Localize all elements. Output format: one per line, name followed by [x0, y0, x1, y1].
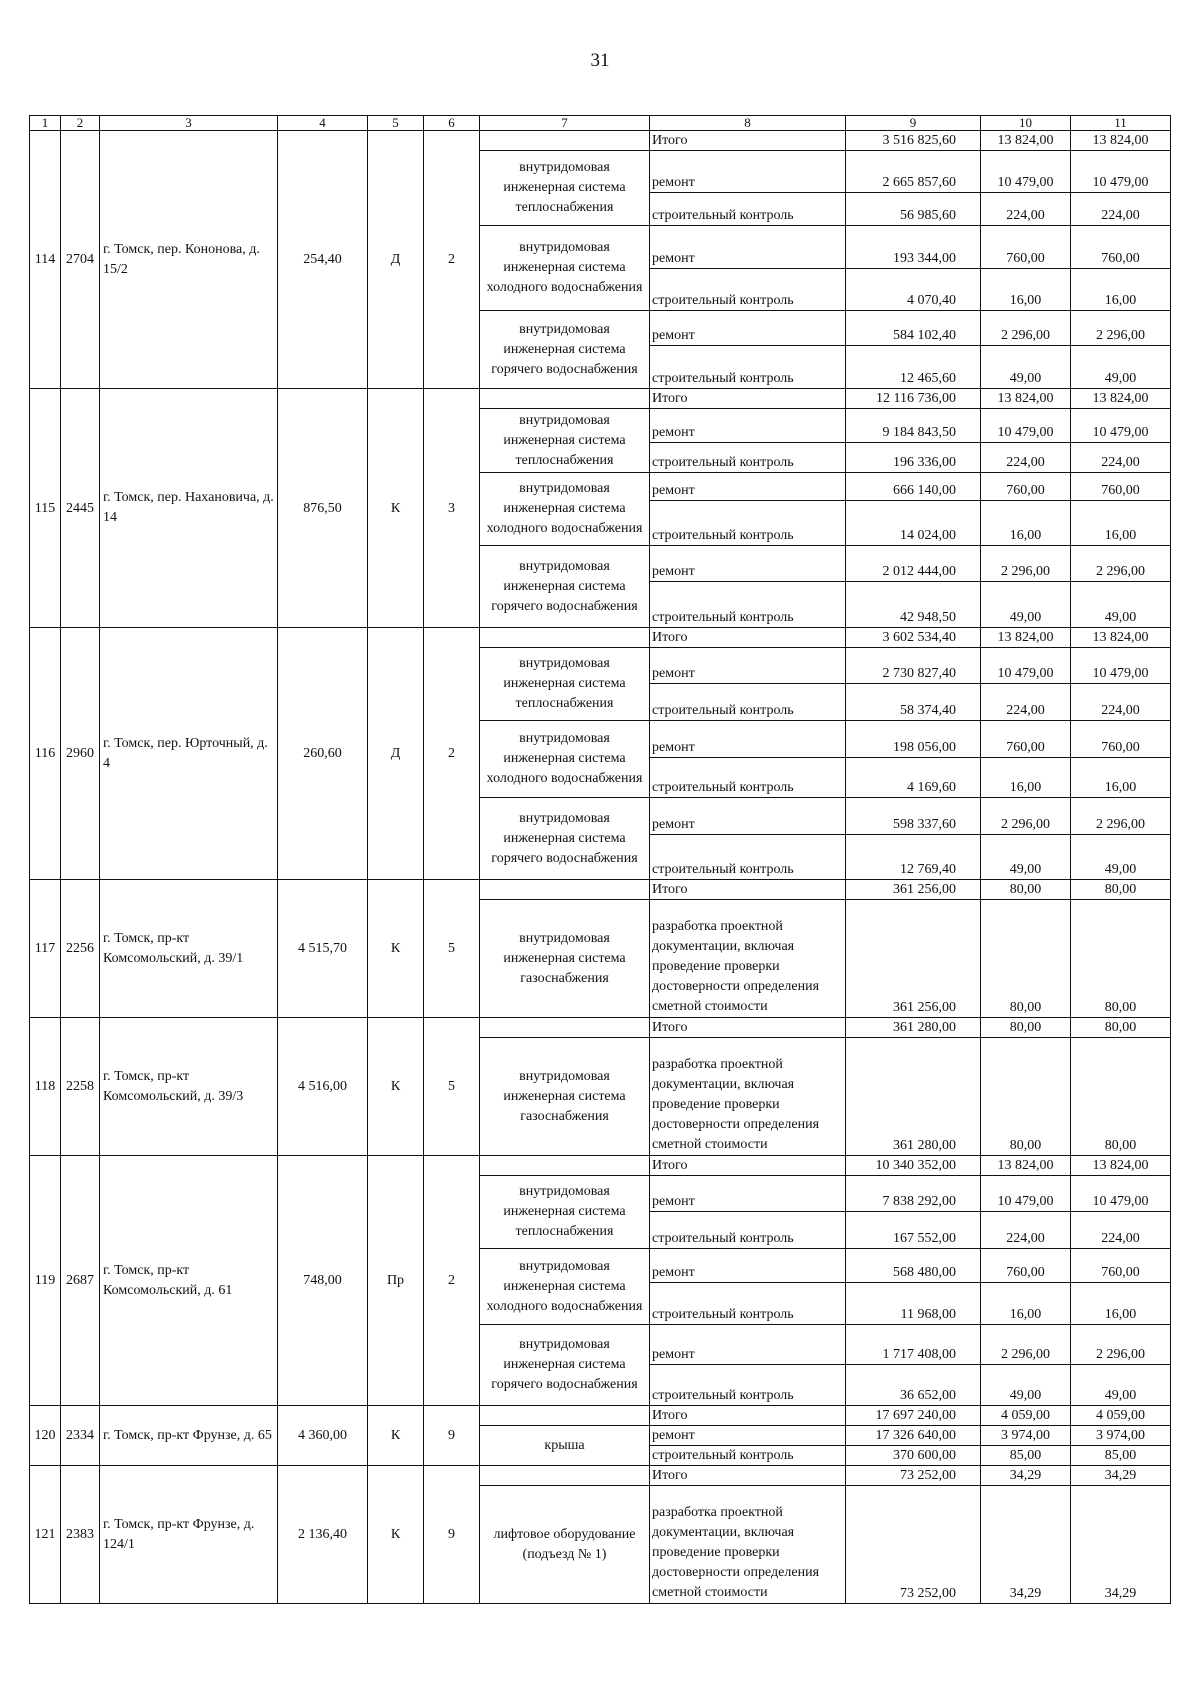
max-unit-cost: 34,29	[1071, 1486, 1171, 1604]
max-unit-cost: 80,00	[1071, 900, 1171, 1018]
building-area: 4 516,00	[278, 1018, 368, 1156]
repair-register-table	[29, 115, 1171, 1604]
unit-cost: 760,00	[981, 473, 1071, 501]
building-type: К	[368, 880, 424, 1018]
max-unit-cost: 760,00	[1071, 1249, 1171, 1283]
work-type: ремонт	[650, 311, 846, 346]
system-name: лифтовое оборудование (подъезд № 1)	[480, 1486, 650, 1604]
total-cost: 14 024,00	[846, 501, 981, 546]
work-type: строительный контроль	[650, 269, 846, 311]
system-name: внутридомовая инженерная система горячего водоснабжения	[480, 311, 650, 389]
max-unit-cost: 16,00	[1071, 501, 1171, 546]
max-unit-cost: 13 824,00	[1071, 1156, 1171, 1176]
unit-cost: 4 059,00	[981, 1406, 1071, 1426]
total-cost: 361 256,00	[846, 880, 981, 900]
max-unit-cost: 80,00	[1071, 1018, 1171, 1038]
building-address: г. Томск, пр-кт Фрунзе, д. 124/1	[100, 1466, 278, 1604]
building-code: 2960	[61, 628, 100, 880]
total-cost: 12 116 736,00	[846, 389, 981, 409]
work-type: строительный контроль	[650, 582, 846, 628]
unit-cost: 34,29	[981, 1486, 1071, 1604]
record-number: 119	[30, 1156, 61, 1406]
record-row	[30, 1466, 1171, 1486]
unit-cost: 13 824,00	[981, 628, 1071, 648]
system-cell	[480, 1018, 650, 1038]
record-row	[30, 1018, 1171, 1038]
record-row	[30, 131, 1171, 151]
work-type: ремонт	[650, 798, 846, 835]
building-area: 4 360,00	[278, 1406, 368, 1466]
unit-cost: 80,00	[981, 900, 1071, 1018]
max-unit-cost: 10 479,00	[1071, 1176, 1171, 1212]
unit-cost: 80,00	[981, 1038, 1071, 1156]
max-unit-cost: 224,00	[1071, 1212, 1171, 1249]
work-type: ремонт	[650, 1249, 846, 1283]
max-unit-cost: 224,00	[1071, 684, 1171, 721]
unit-cost: 16,00	[981, 1283, 1071, 1325]
unit-cost: 10 479,00	[981, 648, 1071, 684]
total-cost: 7 838 292,00	[846, 1176, 981, 1212]
total-cost: 58 374,40	[846, 684, 981, 721]
unit-cost: 49,00	[981, 582, 1071, 628]
unit-cost: 13 824,00	[981, 389, 1071, 409]
building-area: 254,40	[278, 131, 368, 389]
system-name: внутридомовая инженерная система теплоснабжения	[480, 151, 650, 226]
unit-cost: 10 479,00	[981, 1176, 1071, 1212]
floor-count: 2	[424, 131, 480, 389]
page-number: 31	[590, 50, 610, 71]
work-type: Итого	[650, 1466, 846, 1486]
system-cell	[480, 1406, 650, 1426]
unit-cost: 10 479,00	[981, 409, 1071, 443]
max-unit-cost: 4 059,00	[1071, 1406, 1171, 1426]
total-cost: 10 340 352,00	[846, 1156, 981, 1176]
total-cost: 584 102,40	[846, 311, 981, 346]
building-area: 4 515,70	[278, 880, 368, 1018]
unit-cost: 10 479,00	[981, 151, 1071, 193]
system-name: внутридомовая инженерная система холодного водоснабжения	[480, 226, 650, 311]
total-cost: 17 326 640,00	[846, 1426, 981, 1446]
max-unit-cost: 49,00	[1071, 835, 1171, 880]
total-cost: 42 948,50	[846, 582, 981, 628]
record-number: 115	[30, 389, 61, 628]
building-address: г. Томск, пер. Нахановича, д. 14	[100, 389, 278, 628]
system-name: внутридомовая инженерная система холодного водоснабжения	[480, 721, 650, 798]
max-unit-cost: 13 824,00	[1071, 131, 1171, 151]
work-type: строительный контроль	[650, 1365, 846, 1406]
max-unit-cost: 760,00	[1071, 473, 1171, 501]
record-number: 116	[30, 628, 61, 880]
header-cell: 11	[1071, 116, 1171, 131]
work-type: Итого	[650, 880, 846, 900]
unit-cost: 49,00	[981, 346, 1071, 389]
unit-cost: 16,00	[981, 501, 1071, 546]
unit-cost: 80,00	[981, 1018, 1071, 1038]
work-type: ремонт	[650, 473, 846, 501]
building-type: К	[368, 389, 424, 628]
total-cost: 568 480,00	[846, 1249, 981, 1283]
building-code: 2445	[61, 389, 100, 628]
total-cost: 196 336,00	[846, 443, 981, 473]
total-cost: 3 602 534,40	[846, 628, 981, 648]
column-number-row	[30, 116, 1171, 131]
work-type: строительный контроль	[650, 346, 846, 389]
max-unit-cost: 13 824,00	[1071, 389, 1171, 409]
max-unit-cost: 13 824,00	[1071, 628, 1171, 648]
max-unit-cost: 2 296,00	[1071, 1325, 1171, 1365]
work-type: ремонт	[650, 151, 846, 193]
system-name: крыша	[480, 1426, 650, 1466]
work-type: Итого	[650, 1406, 846, 1426]
work-type: строительный контроль	[650, 684, 846, 721]
building-area: 876,50	[278, 389, 368, 628]
header-cell: 10	[981, 116, 1071, 131]
total-cost: 12 769,40	[846, 835, 981, 880]
unit-cost: 49,00	[981, 835, 1071, 880]
header-cell: 9	[846, 116, 981, 131]
system-name: внутридомовая инженерная система горячего водоснабжения	[480, 1325, 650, 1406]
max-unit-cost: 16,00	[1071, 1283, 1171, 1325]
work-type: ремонт	[650, 409, 846, 443]
unit-cost: 760,00	[981, 721, 1071, 758]
work-type: строительный контроль	[650, 758, 846, 798]
total-cost: 2 665 857,60	[846, 151, 981, 193]
record-number: 120	[30, 1406, 61, 1466]
system-name: внутридомовая инженерная система газоснабжения	[480, 1038, 650, 1156]
system-cell	[480, 131, 650, 151]
floor-count: 9	[424, 1466, 480, 1604]
work-type: строительный контроль	[650, 1212, 846, 1249]
unit-cost: 224,00	[981, 1212, 1071, 1249]
max-unit-cost: 49,00	[1071, 1365, 1171, 1406]
max-unit-cost: 224,00	[1071, 193, 1171, 226]
record-number: 117	[30, 880, 61, 1018]
record-row	[30, 1406, 1171, 1426]
max-unit-cost: 16,00	[1071, 269, 1171, 311]
max-unit-cost: 85,00	[1071, 1446, 1171, 1466]
work-type: ремонт	[650, 226, 846, 269]
total-cost: 361 280,00	[846, 1018, 981, 1038]
unit-cost: 49,00	[981, 1365, 1071, 1406]
max-unit-cost: 3 974,00	[1071, 1426, 1171, 1446]
unit-cost: 224,00	[981, 684, 1071, 721]
total-cost: 36 652,00	[846, 1365, 981, 1406]
system-name: внутридомовая инженерная система теплоснабжения	[480, 648, 650, 721]
building-address: г. Томск, пр-кт Комсомольский, д. 39/1	[100, 880, 278, 1018]
work-type: ремонт	[650, 648, 846, 684]
floor-count: 2	[424, 628, 480, 880]
max-unit-cost: 49,00	[1071, 582, 1171, 628]
total-cost: 2 012 444,00	[846, 546, 981, 582]
record-number: 118	[30, 1018, 61, 1156]
record-row	[30, 389, 1171, 409]
work-type: разработка проектной документации, включая проведение проверки достоверности определения сметной стоимости	[650, 900, 846, 1018]
max-unit-cost: 760,00	[1071, 226, 1171, 269]
total-cost: 2 730 827,40	[846, 648, 981, 684]
total-cost: 361 256,00	[846, 900, 981, 1018]
work-type: разработка проектной документации, включая проведение проверки достоверности определения сметной стоимости	[650, 1486, 846, 1604]
total-cost: 361 280,00	[846, 1038, 981, 1156]
work-type: ремонт	[650, 1176, 846, 1212]
total-cost: 370 600,00	[846, 1446, 981, 1466]
max-unit-cost: 760,00	[1071, 721, 1171, 758]
record-row	[30, 1156, 1171, 1176]
max-unit-cost: 2 296,00	[1071, 311, 1171, 346]
floor-count: 5	[424, 880, 480, 1018]
building-code: 2334	[61, 1406, 100, 1466]
unit-cost: 13 824,00	[981, 131, 1071, 151]
work-type: Итого	[650, 389, 846, 409]
building-area: 260,60	[278, 628, 368, 880]
building-address: г. Томск, пр-кт Комсомольский, д. 61	[100, 1156, 278, 1406]
building-area: 748,00	[278, 1156, 368, 1406]
floor-count: 3	[424, 389, 480, 628]
building-type: Пр	[368, 1156, 424, 1406]
max-unit-cost: 224,00	[1071, 443, 1171, 473]
unit-cost: 34,29	[981, 1466, 1071, 1486]
building-address: г. Томск, пр-кт Фрунзе, д. 65	[100, 1406, 278, 1466]
total-cost: 666 140,00	[846, 473, 981, 501]
system-cell	[480, 389, 650, 409]
system-name: внутридомовая инженерная система холодного водоснабжения	[480, 473, 650, 546]
building-code: 2704	[61, 131, 100, 389]
building-type: К	[368, 1406, 424, 1466]
unit-cost: 760,00	[981, 1249, 1071, 1283]
total-cost: 4 070,40	[846, 269, 981, 311]
building-code: 2258	[61, 1018, 100, 1156]
unit-cost: 224,00	[981, 193, 1071, 226]
work-type: строительный контроль	[650, 193, 846, 226]
work-type: Итого	[650, 131, 846, 151]
total-cost: 1 717 408,00	[846, 1325, 981, 1365]
building-type: Д	[368, 131, 424, 389]
unit-cost: 85,00	[981, 1446, 1071, 1466]
building-address: г. Томск, пр-кт Комсомольский, д. 39/3	[100, 1018, 278, 1156]
header-cell: 4	[278, 116, 368, 131]
system-name: внутридомовая инженерная система горячего водоснабжения	[480, 546, 650, 628]
total-cost: 73 252,00	[846, 1466, 981, 1486]
work-type: строительный контроль	[650, 501, 846, 546]
total-cost: 598 337,60	[846, 798, 981, 835]
total-cost: 56 985,60	[846, 193, 981, 226]
work-type: Итого	[650, 1018, 846, 1038]
total-cost: 198 056,00	[846, 721, 981, 758]
system-name: внутридомовая инженерная система теплоснабжения	[480, 409, 650, 473]
building-area: 2 136,40	[278, 1466, 368, 1604]
record-number: 114	[30, 131, 61, 389]
max-unit-cost: 10 479,00	[1071, 151, 1171, 193]
header-cell: 8	[650, 116, 846, 131]
system-cell	[480, 880, 650, 900]
work-type: строительный контроль	[650, 1446, 846, 1466]
work-type: Итого	[650, 628, 846, 648]
building-code: 2256	[61, 880, 100, 1018]
record-row	[30, 628, 1171, 648]
building-type: К	[368, 1466, 424, 1604]
total-cost: 12 465,60	[846, 346, 981, 389]
total-cost: 167 552,00	[846, 1212, 981, 1249]
work-type: Итого	[650, 1156, 846, 1176]
building-address: г. Томск, пер. Юрточный, д. 4	[100, 628, 278, 880]
max-unit-cost: 16,00	[1071, 758, 1171, 798]
building-code: 2383	[61, 1466, 100, 1604]
system-name: внутридомовая инженерная система холодного водоснабжения	[480, 1249, 650, 1325]
unit-cost: 16,00	[981, 269, 1071, 311]
work-type: ремонт	[650, 546, 846, 582]
system-name: внутридомовая инженерная система теплоснабжения	[480, 1176, 650, 1249]
floor-count: 2	[424, 1156, 480, 1406]
unit-cost: 224,00	[981, 443, 1071, 473]
max-unit-cost: 34,29	[1071, 1466, 1171, 1486]
header-cell: 6	[424, 116, 480, 131]
work-type: ремонт	[650, 1325, 846, 1365]
building-type: Д	[368, 628, 424, 880]
unit-cost: 16,00	[981, 758, 1071, 798]
header-cell: 3	[100, 116, 278, 131]
total-cost: 3 516 825,60	[846, 131, 981, 151]
total-cost: 193 344,00	[846, 226, 981, 269]
building-type: К	[368, 1018, 424, 1156]
total-cost: 11 968,00	[846, 1283, 981, 1325]
unit-cost: 13 824,00	[981, 1156, 1071, 1176]
header-cell: 2	[61, 116, 100, 131]
max-unit-cost: 80,00	[1071, 1038, 1171, 1156]
system-cell	[480, 628, 650, 648]
system-name: внутридомовая инженерная система газоснабжения	[480, 900, 650, 1018]
work-type: строительный контроль	[650, 1283, 846, 1325]
total-cost: 73 252,00	[846, 1486, 981, 1604]
work-type: ремонт	[650, 721, 846, 758]
unit-cost: 760,00	[981, 226, 1071, 269]
system-cell	[480, 1466, 650, 1486]
work-type: ремонт	[650, 1426, 846, 1446]
system-cell	[480, 1156, 650, 1176]
max-unit-cost: 49,00	[1071, 346, 1171, 389]
unit-cost: 2 296,00	[981, 798, 1071, 835]
building-address: г. Томск, пер. Кононова, д. 15/2	[100, 131, 278, 389]
max-unit-cost: 10 479,00	[1071, 648, 1171, 684]
building-code: 2687	[61, 1156, 100, 1406]
work-type: строительный контроль	[650, 443, 846, 473]
floor-count: 9	[424, 1406, 480, 1466]
unit-cost: 3 974,00	[981, 1426, 1071, 1446]
system-name: внутридомовая инженерная система горячего водоснабжения	[480, 798, 650, 880]
record-number: 121	[30, 1466, 61, 1604]
work-type: строительный контроль	[650, 835, 846, 880]
header-cell: 7	[480, 116, 650, 131]
max-unit-cost: 2 296,00	[1071, 546, 1171, 582]
header-cell: 1	[30, 116, 61, 131]
floor-count: 5	[424, 1018, 480, 1156]
total-cost: 17 697 240,00	[846, 1406, 981, 1426]
header-cell: 5	[368, 116, 424, 131]
max-unit-cost: 80,00	[1071, 880, 1171, 900]
unit-cost: 2 296,00	[981, 546, 1071, 582]
total-cost: 4 169,60	[846, 758, 981, 798]
unit-cost: 2 296,00	[981, 1325, 1071, 1365]
max-unit-cost: 2 296,00	[1071, 798, 1171, 835]
unit-cost: 2 296,00	[981, 311, 1071, 346]
unit-cost: 80,00	[981, 880, 1071, 900]
work-type: разработка проектной документации, включая проведение проверки достоверности определения сметной стоимости	[650, 1038, 846, 1156]
record-row	[30, 880, 1171, 900]
total-cost: 9 184 843,50	[846, 409, 981, 443]
max-unit-cost: 10 479,00	[1071, 409, 1171, 443]
